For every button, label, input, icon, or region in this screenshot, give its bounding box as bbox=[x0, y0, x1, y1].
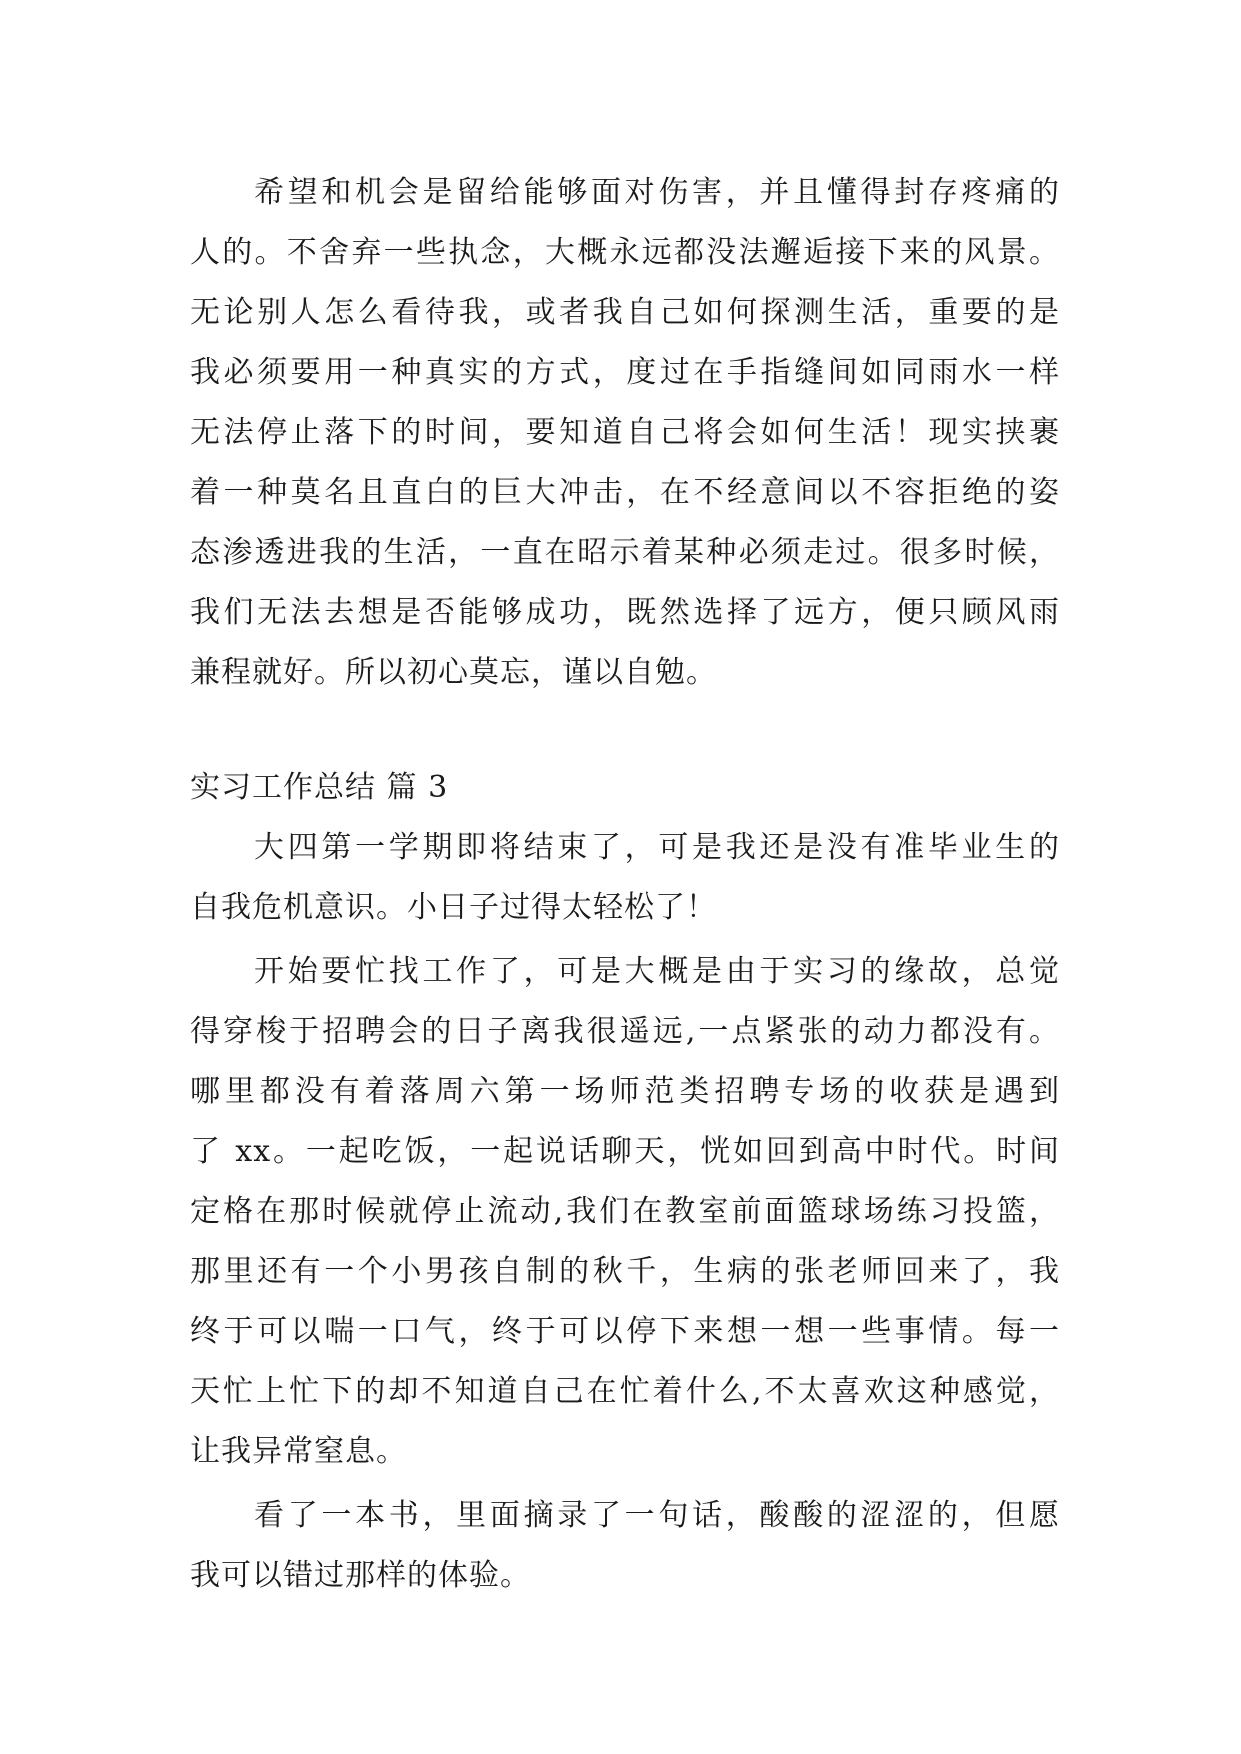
text-line: 让我异常窒息。 bbox=[190, 1434, 407, 1469]
section-spacer bbox=[190, 703, 1060, 758]
text-line: 态渗透进我的生活，一直在昭示着某种必须走过。很多时候， bbox=[190, 535, 1060, 570]
text-line: 希望和机会是留给能够面对伤害，并且懂得封存疼痛的 bbox=[254, 175, 1060, 210]
paragraph-1 bbox=[190, 163, 1060, 703]
document-page bbox=[190, 163, 1060, 1606]
text-line: 我可以错过那样的体验。 bbox=[190, 1558, 531, 1593]
paragraph-4 bbox=[190, 1486, 1060, 1606]
text-line: 开始要忙找工作了，可是大概是由于实习的缘故，总觉 bbox=[254, 954, 1060, 989]
text-line: 无论别人怎么看待我，或者我自己如何探测生活，重要的是 bbox=[190, 295, 1060, 330]
section-heading: 实习工作总结 篇 3 bbox=[190, 770, 449, 805]
text-line: 我必须要用一种真实的方式，度过在手指缝间如同雨水一样 bbox=[190, 355, 1060, 390]
text-line: 无法停止落下的时间，要知道自己将会如何生活！现实挟裹 bbox=[190, 415, 1060, 450]
text-line: 终于可以喘一口气，终于可以停下来想一想一些事情。每一 bbox=[190, 1314, 1060, 1349]
text-line: 看了一本书，里面摘录了一句话，酸酸的涩涩的，但愿 bbox=[254, 1498, 1060, 1533]
paragraph-3 bbox=[190, 942, 1060, 1482]
text-line: 人的。不舍弃一些执念，大概永远都没法邂逅接下来的风景。 bbox=[190, 235, 1060, 270]
text-line: 定格在那时候就停止流动,我们在教室前面篮球场练习投篮， bbox=[190, 1194, 1060, 1229]
text-line: 兼程就好。所以初心莫忘，谨以自勉。 bbox=[190, 655, 717, 690]
text-line: 着一种莫名且直白的巨大冲击，在不经意间以不容拒绝的姿 bbox=[190, 475, 1060, 510]
text-line: 天忙上忙下的却不知道自己在忙着什么,不太喜欢这种感觉， bbox=[190, 1374, 1060, 1409]
text-line: 自我危机意识。小日子过得太轻松了！ bbox=[190, 890, 717, 925]
paragraph-2 bbox=[190, 818, 1060, 938]
text-line: 那里还有一个小男孩自制的秋千，生病的张老师回来了，我 bbox=[190, 1254, 1060, 1289]
text-line: 了 xx。一起吃饭，一起说话聊天，恍如回到高中时代。时间 bbox=[190, 1134, 1060, 1169]
text-line: 我们无法去想是否能够成功，既然选择了远方，便只顾风雨 bbox=[190, 595, 1060, 630]
text-line: 哪里都没有着落周六第一场师范类招聘专场的收获是遇到 bbox=[190, 1074, 1060, 1109]
text-line: 大四第一学期即将结束了，可是我还是没有准毕业生的 bbox=[254, 830, 1060, 865]
text-line: 得穿梭于招聘会的日子离我很遥远,一点紧张的动力都没有。 bbox=[190, 1014, 1060, 1049]
